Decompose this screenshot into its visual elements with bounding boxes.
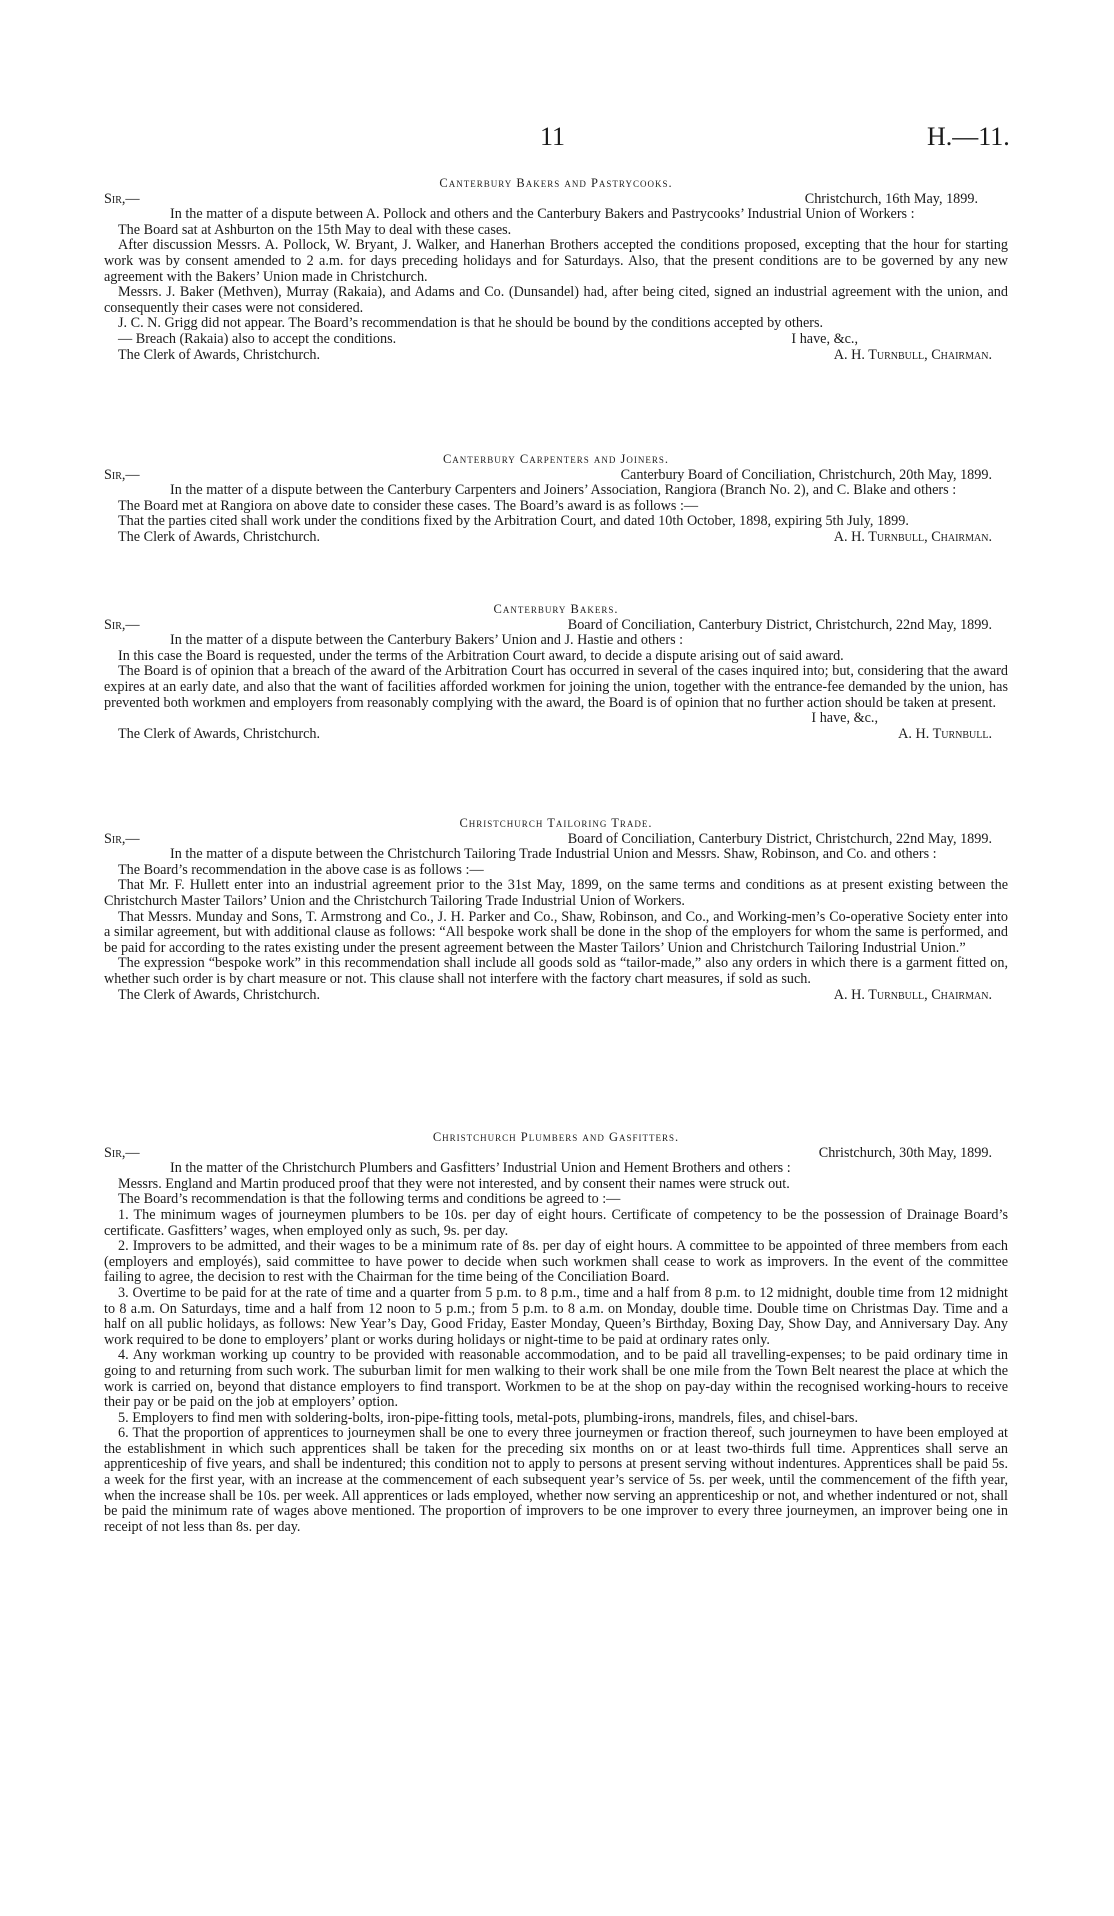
addressee: The Clerk of Awards, Christchurch.: [118, 528, 321, 545]
paragraph: The Board’s recommendation is that the following terms and conditions be agreed to :—: [118, 1191, 621, 1208]
section-tailoring-trade: [104, 816, 1008, 1003]
paragraph: In the matter of a dispute between the Christchurch Tailoring Trade Industrial Union and Messrs. Shaw, Robinson, and Co. and others :: [170, 846, 937, 863]
paragraph: That Mr. F. Hullett enter into an industrial agreement prior to the 31st May, 1899, on the same terms and conditions as at present existing between the Christchurch Master Tailors’ Union and the Christchurch Tailoring Trade Industrial Union of Workers.: [104, 877, 1008, 909]
salutation: Sir,—: [104, 830, 140, 847]
condition-item: 4. Any workman working up country to be provided with reasonable accommodation, and to be paid all travelling-expenses; to be paid ordinary time in going to and returning from such work. The suburban limit for men walking to their work shall be one mile from the Town Belt nearest the place at which the work is carried on, beyond that distance employers to find transport. Workmen to be at the shop on pay-day within the recognised working-hours to receive their pay or be paid on the job at employers’ option.: [104, 1347, 1008, 1411]
closing: I have, &c.,: [811, 710, 878, 727]
paragraph: The Board is of opinion that a breach of the award of the Arbitration Court has occurred in several of the cases inquired into; but, considering that the award expires at an early date, and also that the want of facilities afforded workmen for joining the union, together with the entrance-fee demanded by the union, has prevented both workmen and employers from reasonably complying with the award, the Board is of opinion that no further action should be taken at present.: [104, 663, 1008, 711]
condition-item: 5. Employers to find men with soldering-bolts, iron-pipe-fitting tools, metal-pots, plumbing-irons, mandrels, files, and chisel-bars.: [118, 1409, 858, 1426]
condition-item: 2. Improvers to be admitted, and their wages to be a minimum rate of 8s. per day of eight hours. A committee to be appointed of three members from each (employers and employés), said committee to have power to decide when such workmen shall cease to work as improvers. In the event of the committee failing to agree, the decision to rest with the Chairman for the time being of the Conciliation Board.: [104, 1238, 1008, 1286]
section-title: Canterbury Bakers and Pastrycooks.: [439, 176, 673, 190]
paragraph: The Board sat at Ashburton on the 15th May to deal with these cases.: [118, 221, 512, 238]
addressee: The Clerk of Awards, Christchurch.: [118, 725, 321, 742]
paragraph: Messrs. J. Baker (Methven), Murray (Rakaia), and Adams and Co. (Dunsandel) had, after being cited, signed an industrial agreement with the union, and consequently their cases were not considered.: [104, 284, 1008, 316]
paragraph: In the matter of a dispute between the Canterbury Carpenters and Joiners’ Association, Rangiora (Branch No. 2), and C. Blake and others :: [170, 482, 957, 499]
section-bakers-pastrycooks: [104, 176, 1008, 363]
paragraph: That Messrs. Munday and Sons, T. Armstrong and Co., J. H. Parker and Co., Shaw, Robinson, and Co., and Working-men’s Co-operative Society enter into a similar agreement, but with additional clause as follows: “All bespoke work shall be done in the shop of the employers for whom the same is performed, and be paid for according to the rates existing under the present agreement between the Master Tailors’ Union and Christchurch Tailoring Industrial Union.”: [104, 908, 1008, 956]
section-title: Canterbury Carpenters and Joiners.: [442, 452, 670, 466]
section-carpenters-joiners: [104, 452, 1008, 546]
closing: I have, &c.,: [791, 330, 858, 347]
signature: A. H. Turnbull, Chairman.: [833, 986, 992, 1003]
condition-item: 1. The minimum wages of journeymen plumbers to be 10s. per day of eight hours. Certificate of competency to be the possession of Drainage Board’s certificate. Gasfitters’ wages, when employed only as such, 9s. per day.: [104, 1206, 1008, 1239]
section-title: Christchurch Tailoring Trade.: [459, 816, 653, 830]
signature: A. H. Turnbull.: [898, 725, 992, 742]
document-reference: H.—11.: [927, 122, 1010, 151]
paragraph: — Breach (Rakaia) also to accept the conditions.: [118, 330, 397, 347]
place-date: Board of Conciliation, Canterbury District, Christchurch, 22nd May, 1899.: [567, 830, 992, 847]
salutation: Sir,—: [104, 190, 140, 207]
paragraph: After discussion Messrs. A. Pollock, W. Bryant, J. Walker, and Hanerhan Brothers accepted the conditions proposed, excepting that the hour for starting work was by consent amended to 2 a.m. for days preceding holidays and for Saturdays. Also, that the present conditions are to be governed by any new agreement with the Bakers’ Union made in Christchurch.: [104, 237, 1008, 285]
paragraph: In the matter of a dispute between the Canterbury Bakers’ Union and J. Hastie and others :: [170, 632, 684, 649]
paragraph: That the parties cited shall work under the conditions fixed by the Arbitration Court, and dated 10th October, 1898, expiring 5th July, 1899.: [118, 513, 909, 530]
condition-item: 3. Overtime to be paid for at the rate of time and a quarter from 5 p.m. to 8 p.m., time and a half from 8 p.m. to 12 midnight, double time from 12 midnight to 8 a.m. On Saturdays, time and a half from 12 noon to 5 p.m.; from 5 p.m. to 8 a.m. on Monday, double time. Double time on Christmas Day. Time and a half on all public holidays, as follows: New Year’s Day, Good Friday, Easter Monday, Queen’s Birthday, Boxing Day, Show Day, and Anniversary Day. Any work required to be done to employers’ plant or works during holidays or night-time to be paid at ordinary rates only.: [104, 1284, 1008, 1348]
addressee: The Clerk of Awards, Christchurch.: [118, 986, 321, 1003]
paragraph: The Board met at Rangiora on above date to consider these cases. The Board’s award is as follows :—: [118, 497, 699, 514]
place-date: Christchurch, 16th May, 1899.: [804, 190, 978, 207]
paragraph: In the matter of the Christchurch Plumbers and Gasfitters’ Industrial Union and Hement Brothers and others :: [170, 1160, 791, 1177]
section-title: Canterbury Bakers.: [493, 602, 619, 616]
salutation: Sir,—: [104, 616, 140, 633]
section-plumbers-gasfitters: [104, 1130, 1008, 1535]
paragraph: In this case the Board is requested, under the terms of the Arbitration Court award, to decide a dispute arising out of said award.: [118, 647, 844, 664]
place-date: Board of Conciliation, Canterbury District, Christchurch, 22nd May, 1899.: [567, 616, 992, 633]
section-bakers: [104, 602, 1008, 742]
condition-item: 6. That the proportion of apprentices to journeymen shall be one to every three journeymen or fraction thereof, such journeymen to have been employed at the establishment in which such apprentices shall be taken for the preceding six months on or at least two-thirds full time. Apprentices shall serve an apprenticeship of five years, and shall be indentured; this condition not to apply to persons at present serving without indentures. Apprentices shall be paid 5s. a week for the first year, with an increase at the commencement of each subsequent year’s service of 5s. per week, until the commencement of the fifth year, when the increase shall be 10s. per week. All apprentices or lads employed, whether now serving an apprenticeship or not, and whether indentured or not, shall be paid the minimum rate of wages above mentioned. The proportion of improvers to be one improver to every three journeymen, an improver being one in receipt of not less than 8s. per day.: [104, 1425, 1008, 1535]
place-date: Canterbury Board of Conciliation, Christchurch, 20th May, 1899.: [620, 466, 992, 483]
paragraph: In the matter of a dispute between A. Pollock and others and the Canterbury Bakers and Pastrycooks’ Industrial Union of Workers :: [170, 206, 915, 223]
salutation: Sir,—: [104, 1144, 140, 1161]
salutation: Sir,—: [104, 466, 140, 483]
section-title: Christchurch Plumbers and Gasfitters.: [432, 1130, 680, 1144]
place-date: Christchurch, 30th May, 1899.: [818, 1144, 992, 1161]
paragraph: The Board’s recommendation in the above case is as follows :—: [118, 861, 484, 878]
signature: A. H. Turnbull, Chairman.: [833, 346, 992, 363]
page-number: 11: [540, 122, 566, 151]
addressee: The Clerk of Awards, Christchurch.: [118, 346, 321, 363]
paragraph: Messrs. England and Martin produced proof that they were not interested, and by consent their names were struck out.: [118, 1175, 790, 1192]
paragraph: J. C. N. Grigg did not appear. The Board’s recommendation is that he should be bound by the conditions accepted by others.: [118, 315, 824, 332]
paragraph: The expression “bespoke work” in this recommendation shall include all goods sold as “tailor-made,” also any orders in which there is a garment fitted on, whether such order is by chart measure or not. This clause shall not interfere with the factory chart measures, if sold as such.: [104, 955, 1008, 987]
signature: A. H. Turnbull, Chairman.: [833, 528, 992, 545]
